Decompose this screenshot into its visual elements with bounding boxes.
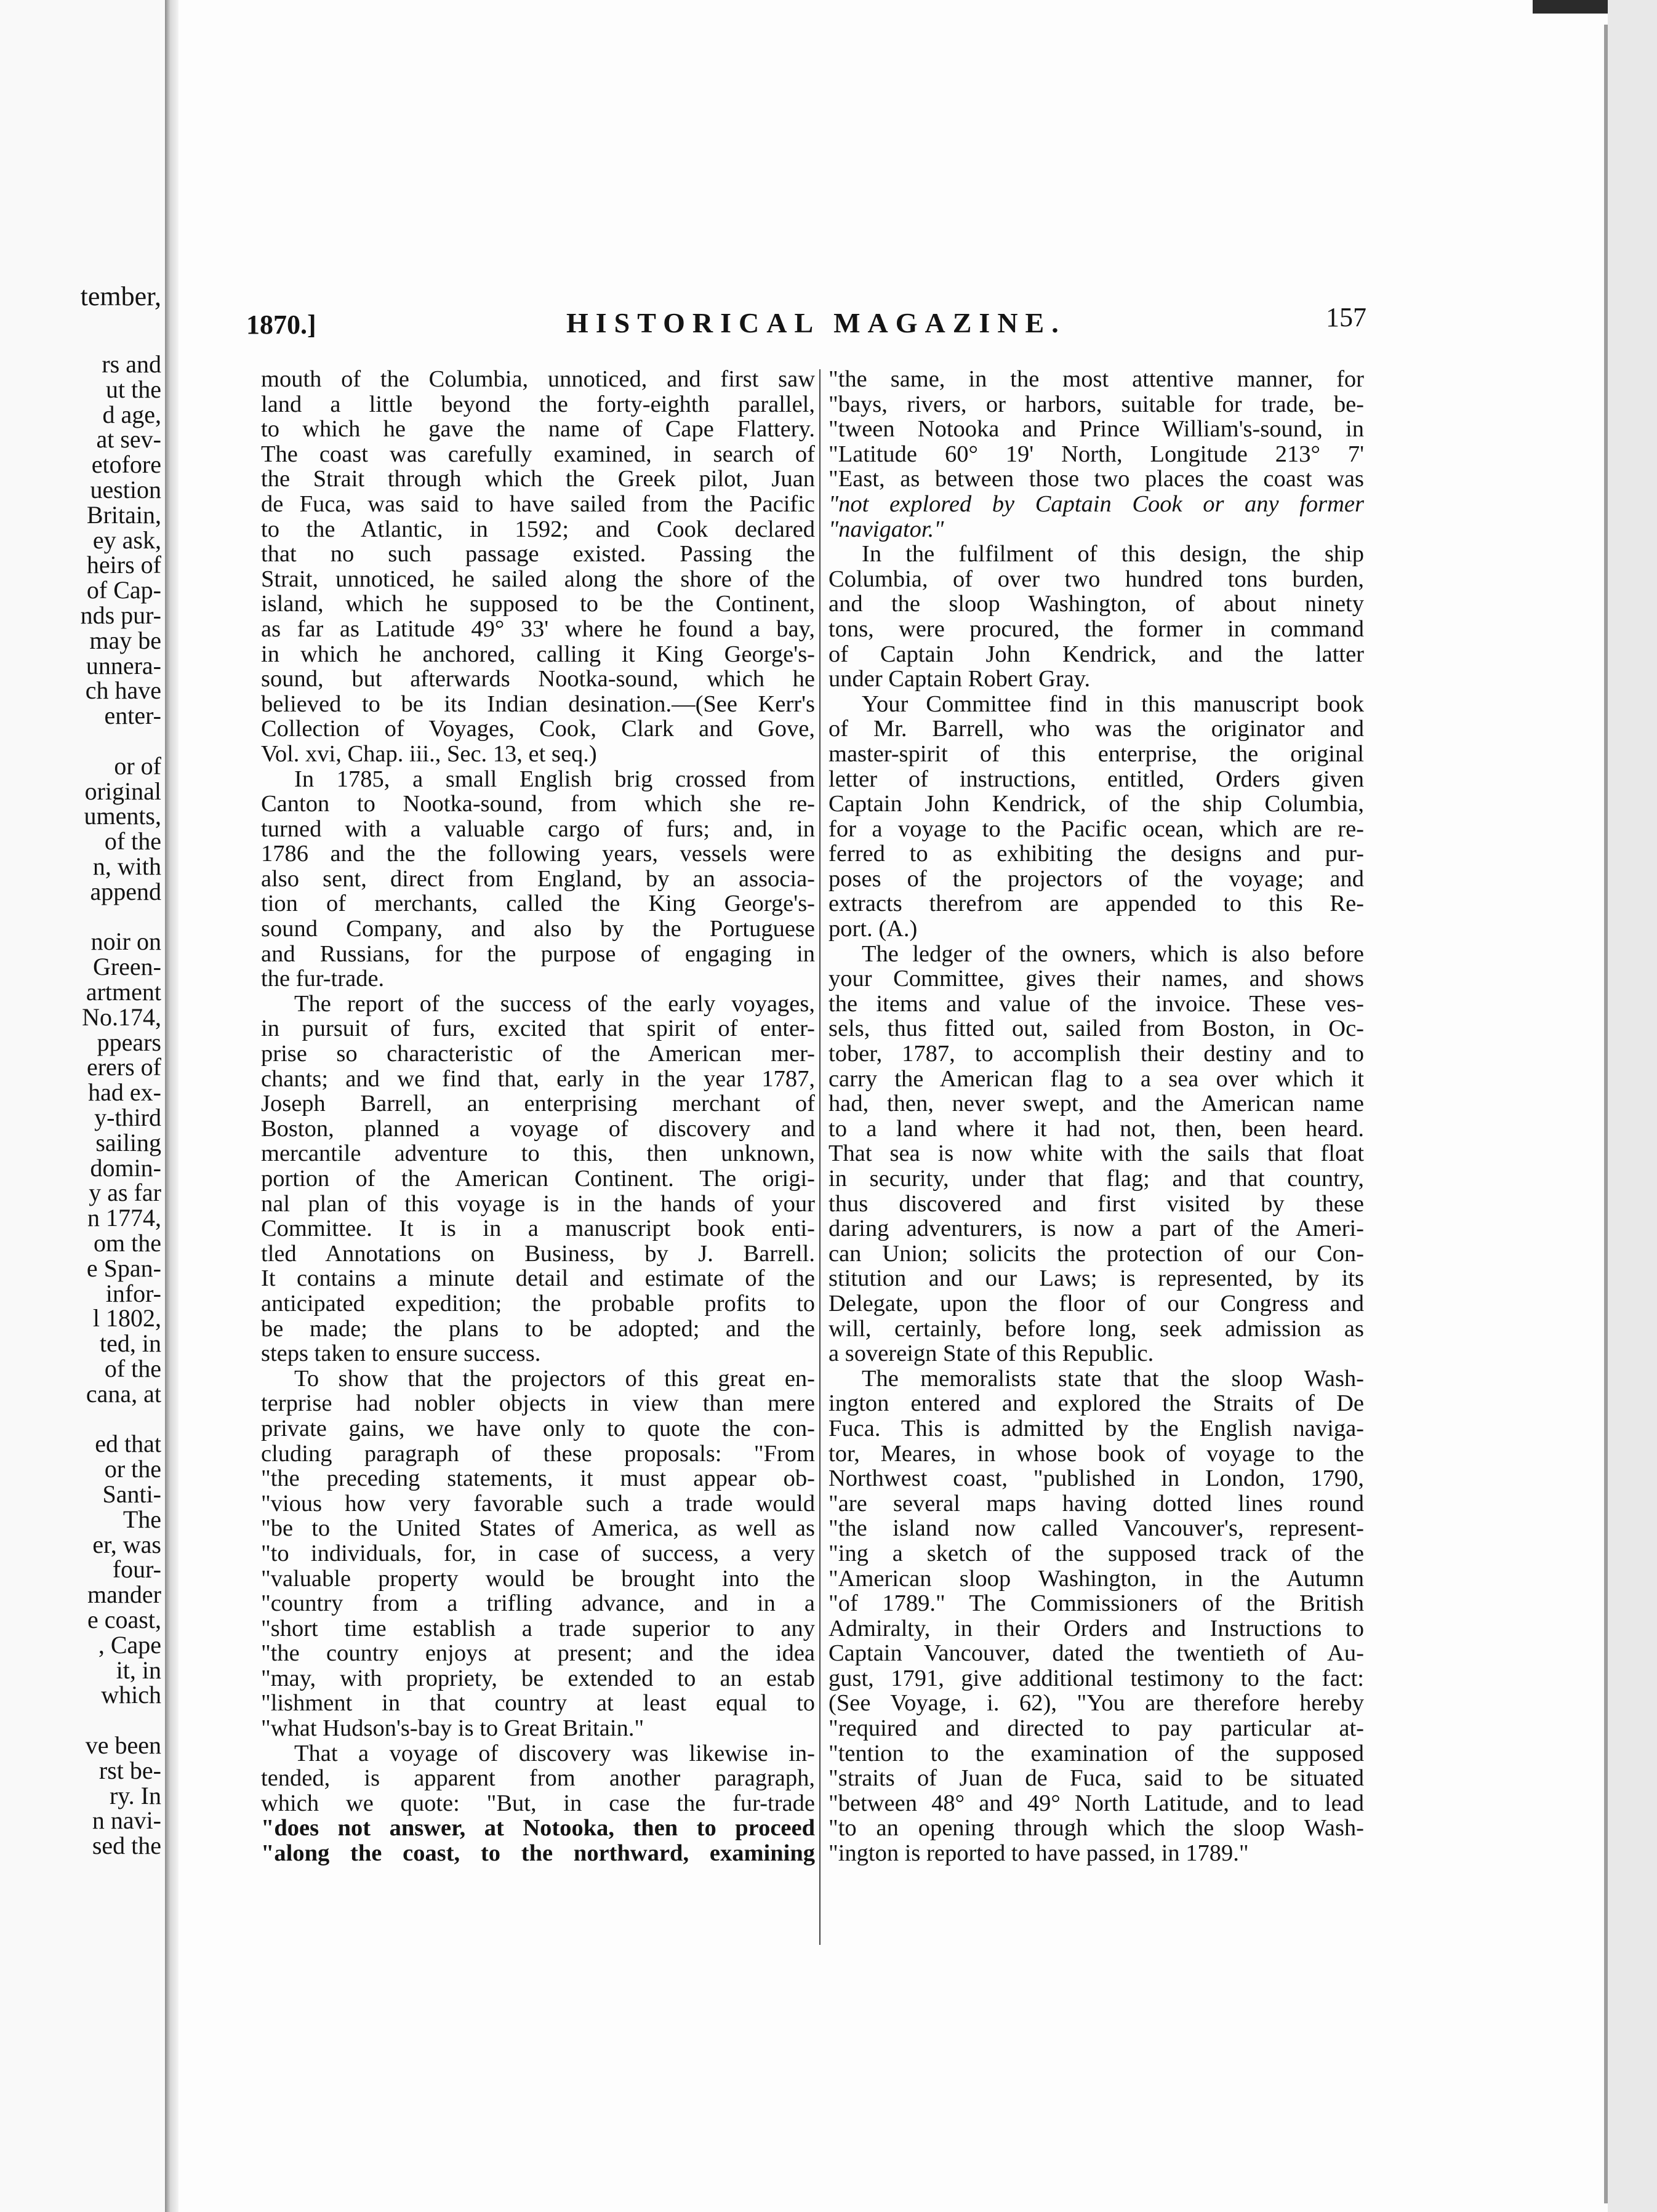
previous-page-line: n, with — [92, 852, 161, 880]
text-line: "tween Notooka and Prince William's-sound, in — [828, 417, 1364, 442]
text-line: believed to be its Indian desination.—(See Kerr's — [261, 691, 815, 717]
text-line: had, then, never swept, and the American name — [828, 1091, 1364, 1116]
left-column — [261, 367, 815, 1866]
previous-page-line: append — [90, 877, 161, 905]
text-line: tober, 1787, to accomplish their destiny and to — [828, 1041, 1364, 1067]
text-line: which we quote: "But, in case the fur-trade — [261, 1790, 815, 1816]
text-line: thus discovered and first visited by these — [828, 1191, 1364, 1217]
previous-page-line: it, in — [116, 1656, 161, 1684]
text-line: (See Voyage, i. 62), "You are therefore hereby — [828, 1691, 1364, 1717]
previous-page-line: er, was — [92, 1530, 161, 1558]
text-line: cluding paragraph of these proposals: "From — [261, 1441, 815, 1467]
previous-page-line: infor- — [105, 1279, 161, 1307]
previous-page-line: etofore — [91, 451, 161, 479]
text-line: "navigator." — [828, 516, 944, 542]
text-line: to which he gave the name of Cape Flattery. — [261, 417, 815, 442]
text-line: Admiralty, in their Orders and Instructions to — [828, 1616, 1364, 1641]
text-line: "to an opening through which the sloop Wash- — [828, 1816, 1364, 1841]
previous-page-line: may be — [89, 626, 161, 654]
text-line: also sent, direct from England, by an associa- — [261, 866, 815, 892]
text-line: port. (A.) — [828, 916, 918, 942]
previous-page-line: sed the — [92, 1832, 161, 1860]
text-line: carry the American flag to a sea over which it — [828, 1066, 1364, 1092]
text-line: "country from a trifling advance, and in a — [261, 1591, 815, 1616]
previous-page-line: artment — [86, 978, 161, 1006]
previous-page-line: d age, — [102, 400, 161, 428]
text-line: private gains, we have only to quote the con- — [261, 1416, 815, 1441]
previous-page-line: unnera- — [86, 651, 161, 679]
right-column — [828, 367, 1364, 1866]
previous-page-line: uments, — [84, 802, 161, 830]
text-line: Columbia, of over two hundred tons burden, — [828, 566, 1364, 592]
text-line: portion of the American Continent. The origi- — [261, 1166, 815, 1192]
previous-page-line: n navi- — [92, 1806, 161, 1835]
previous-page-line: erers of — [86, 1053, 161, 1081]
text-line: 1786 and the the following years, vessels were — [261, 841, 815, 867]
previous-page-line: ry. In — [109, 1781, 161, 1809]
text-line: The coast was carefully examined, in search of — [261, 441, 815, 467]
previous-page-line: Santi- — [102, 1480, 161, 1508]
text-line: In the fulfilment of this design, the ship — [862, 542, 1364, 567]
previous-page-line: or of — [114, 751, 161, 780]
text-line: Northwest coast, "published in London, 1790, — [828, 1466, 1364, 1491]
text-line: daring adventurers, is now a part of the Ameri- — [828, 1216, 1364, 1241]
text-line: for a voyage to the Pacific ocean, which are re- — [828, 816, 1364, 842]
text-line: under Captain Robert Gray. — [828, 667, 1091, 692]
previous-page-line: om the — [94, 1229, 161, 1257]
text-line: Fuca. This is admitted by the English naviga- — [828, 1416, 1364, 1441]
previous-page-line: ut the — [106, 375, 161, 403]
previous-page-line: ed that — [95, 1430, 161, 1458]
previous-page-line: Britain, — [86, 500, 161, 529]
text-line: In 1785, a small English brig crossed from — [294, 766, 815, 792]
previous-page-line: of the — [104, 1355, 161, 1382]
text-line: That sea is now white with the sails that float — [828, 1141, 1364, 1166]
text-line: Joseph Barrell, an enterprising merchant of — [261, 1091, 815, 1116]
text-line: the Strait through which the Greek pilot, Juan — [261, 467, 815, 492]
text-line: poses of the projectors of the voyage; and — [828, 866, 1364, 892]
running-head-title: HISTORICAL MAGAZINE. — [566, 307, 1066, 339]
previous-page-line: e Span- — [86, 1254, 161, 1282]
previous-page-line: Green- — [92, 953, 161, 981]
text-line: tor, Meares, in whose book of voyage to the — [828, 1441, 1364, 1467]
text-line: "are several maps having dotted lines round — [828, 1491, 1364, 1517]
text-line: "lishment in that country at least equal to — [261, 1691, 815, 1717]
text-line: "the preceding statements, it must appear ob- — [261, 1466, 815, 1491]
text-line: "short time establish a trade superior to any — [261, 1616, 815, 1641]
text-line: de Fuca, was said to have sailed from the Pacific — [261, 491, 815, 517]
text-line: master-spirit of this enterprise, the original — [828, 741, 1364, 767]
text-line: To show that the projectors of this great en- — [294, 1366, 815, 1392]
text-line: and Russians, for the purpose of engaging in — [261, 941, 815, 967]
text-line: be made; the plans to be adopted; and the — [261, 1316, 815, 1342]
text-line: "straits of Juan de Fuca, said to be situated — [828, 1766, 1364, 1791]
text-line: "East, as between those two places the coast was — [828, 467, 1364, 492]
text-line: That a voyage of discovery was likewise in- — [294, 1741, 815, 1766]
text-line: "American sloop Washington, in the Autumn — [828, 1566, 1364, 1592]
previous-page-line: The — [122, 1505, 161, 1533]
text-line: "the same, in the most attentive manner, for — [828, 367, 1364, 392]
previous-page-line: of the — [104, 827, 161, 856]
previous-page-edge — [0, 0, 165, 2212]
text-line: "valuable property would be brought into the — [261, 1566, 815, 1592]
previous-page-line: domin- — [90, 1153, 161, 1182]
text-line: "what Hudson's-bay is to Great Britain." — [261, 1716, 644, 1741]
text-line: letter of instructions, entitled, Orders given — [828, 766, 1364, 792]
text-line: stitution and our Laws; is represented, by its — [828, 1266, 1364, 1291]
previous-page-line: nds pur- — [80, 601, 161, 629]
previous-page-line: , Cape — [98, 1630, 161, 1659]
text-line: to a land where it had not, then, been heard. — [828, 1116, 1364, 1142]
text-line: "be to the United States of America, as well as — [261, 1516, 815, 1541]
previous-page-line: heirs of — [86, 551, 161, 579]
text-line: It contains a minute detail and estimate of the — [261, 1266, 815, 1291]
text-line: "the island now called Vancouver's, represent- — [828, 1516, 1364, 1541]
text-line: "to individuals, for, in case of success, a very — [261, 1541, 815, 1566]
running-head-year: 1870.] — [246, 310, 316, 340]
text-line: in which he anchored, calling it King George's- — [261, 641, 815, 667]
previous-page-line: noir on — [90, 928, 161, 956]
text-line: of Captain John Kendrick, and the latter — [828, 641, 1364, 667]
text-line: mouth of the Columbia, unnoticed, and first saw — [261, 367, 815, 392]
text-line: The report of the success of the early voyages, — [294, 991, 815, 1017]
previous-page-line: four- — [112, 1555, 161, 1584]
text-line: that no such passage existed. Passing the — [261, 542, 815, 567]
previous-page-line: at sev- — [96, 425, 161, 454]
previous-page-line: ch have — [85, 676, 161, 705]
text-line: "bays, rivers, or harbors, suitable for trade, be- — [828, 391, 1364, 417]
previous-page-line: or the — [104, 1455, 161, 1483]
text-line: "tention to the examination of the supposed — [828, 1741, 1364, 1766]
running-head — [246, 302, 1366, 339]
previous-page-line: y-third — [94, 1104, 161, 1131]
text-line: sound Company, and also by the Portuguese — [261, 916, 815, 942]
column-rule — [819, 369, 820, 1945]
page-number: 157 — [1326, 302, 1366, 332]
text-line: Committee. It is in a manuscript book enti- — [261, 1216, 815, 1241]
text-line: "Latitude 60° 19' North, Longitude 213° 7' — [828, 441, 1364, 467]
previous-page-line: uestion — [90, 476, 161, 503]
text-line: anticipated expedition; the probable profits to — [261, 1291, 815, 1316]
previous-page-line: mander — [87, 1581, 161, 1609]
previous-page-line: No.174, — [82, 1003, 161, 1031]
previous-page-line: of Cap- — [86, 576, 161, 604]
previous-page-line: rst be- — [98, 1756, 161, 1784]
previous-page-line: had ex- — [88, 1078, 161, 1107]
text-line: island, which he supposed to be the Continent, — [261, 591, 815, 617]
text-line: extracts therefrom are appended to this Re- — [828, 891, 1364, 917]
previous-page-line: y as far — [89, 1179, 161, 1207]
text-line: "does not answer, at Notooka, then to proceed — [261, 1816, 815, 1841]
text-line: a sovereign State of this Republic. — [828, 1341, 1154, 1366]
text-line: "along the coast, to the northward, examining — [261, 1841, 815, 1866]
text-line: can Union; solicits the protection of our Con- — [828, 1241, 1364, 1267]
text-line: turned with a valuable cargo of furs; and, in — [261, 816, 815, 842]
previous-page-line: which — [101, 1681, 161, 1709]
text-line: will, certainly, before long, seek admission as — [828, 1316, 1364, 1342]
text-line: of Mr. Barrell, who was the originator and — [828, 716, 1364, 742]
text-line: gust, 1791, give additional testimony to the fact: — [828, 1665, 1364, 1691]
text-line: "between 48° and 49° North Latitude, and to lead — [828, 1790, 1364, 1816]
text-line: terprise had nobler objects in view than mere — [261, 1391, 815, 1416]
text-line: Collection of Voyages, Cook, Clark and Gove, — [261, 716, 815, 742]
text-line: the items and value of the invoice. These ves- — [828, 991, 1364, 1017]
text-line: "ington is reported to have passed, in 1789." — [828, 1841, 1249, 1866]
text-line: Boston, planned a voyage of discovery and — [261, 1116, 815, 1142]
previous-page-line: cana, at — [86, 1379, 161, 1408]
scan-margin-strip — [1608, 0, 1657, 2212]
text-line: land a little beyond the forty-eighth parallel, — [261, 391, 815, 417]
text-line: "not explored by Captain Cook or any former — [828, 491, 1364, 517]
previous-page-line: ve been — [85, 1731, 161, 1759]
text-line: and the sloop Washington, of about ninety — [828, 591, 1364, 617]
text-line: The memoralists state that the sloop Wash- — [862, 1366, 1364, 1392]
previous-page-line: rs and — [102, 350, 161, 378]
previous-page-line: ppears — [97, 1028, 161, 1056]
previous-page-line: l 1802, — [92, 1304, 161, 1332]
previous-page-line: sailing — [95, 1128, 161, 1156]
text-line: Your Committee find in this manuscript book — [862, 691, 1364, 717]
binding-gutter — [165, 0, 179, 2212]
text-line: Captain Vancouver, dated the twentieth of Au- — [828, 1641, 1364, 1666]
previous-page-line: original — [84, 777, 161, 805]
text-line: tled Annotations on Business, by J. Barrell. — [261, 1241, 815, 1267]
text-line: "of 1789." The Commissioners of the British — [828, 1591, 1364, 1616]
text-line: chants; and we find that, early in the year 1787, — [261, 1066, 815, 1092]
text-line: ferred to as exhibiting the designs and pur- — [828, 841, 1364, 867]
text-line: to the Atlantic, in 1592; and Cook declared — [261, 516, 815, 542]
text-line: nal plan of this voyage is in the hands of your — [261, 1191, 815, 1217]
text-line: "required and directed to pay particular at- — [828, 1716, 1364, 1741]
text-line: prise so characteristic of the American mer- — [261, 1041, 815, 1067]
text-line: as far as Latitude 49° 33' where he found a bay, — [261, 616, 815, 642]
text-line: Captain John Kendrick, of the ship Columbia, — [828, 791, 1364, 817]
text-line: "may, with propriety, be extended to an estab — [261, 1665, 815, 1691]
previous-page-line: tember, — [80, 281, 161, 311]
text-line: steps taken to ensure success. — [261, 1341, 541, 1366]
text-line: The ledger of the owners, which is also before — [862, 941, 1364, 967]
text-line: tons, were procured, the former in command — [828, 616, 1364, 642]
text-line: sels, thus fitted out, sailed from Boston, in Oc- — [828, 1016, 1364, 1042]
text-line: Delegate, upon the floor of our Congress and — [828, 1291, 1364, 1316]
text-line: in security, under that flag; and that country, — [828, 1166, 1364, 1192]
text-line: Strait, unnoticed, he sailed along the shore of the — [261, 566, 815, 592]
text-line: tended, is apparent from another paragraph, — [261, 1766, 815, 1791]
previous-page-line: enter- — [104, 702, 161, 730]
text-line: sound, but afterwards Nootka-sound, which he — [261, 667, 815, 692]
text-line: "vious how very favorable such a trade would — [261, 1491, 815, 1517]
text-line: "the country enjoys at present; and the idea — [261, 1641, 815, 1666]
previous-page-line: ey ask, — [92, 526, 161, 554]
text-line: tion of merchants, called the King George's- — [261, 891, 815, 917]
text-line: ington entered and explored the Straits of De — [828, 1391, 1364, 1416]
previous-page-line: e coast, — [87, 1606, 161, 1633]
text-line: mercantile adventure to this, then unknown, — [261, 1141, 815, 1166]
text-line: your Committee, gives their names, and shows — [828, 966, 1364, 992]
text-line: Canton to Nootka-sound, from which she re- — [261, 791, 815, 817]
text-line: "ing a sketch of the supposed track of the — [828, 1541, 1364, 1566]
text-line: the fur-trade. — [261, 966, 385, 992]
previous-page-line: ted, in — [100, 1329, 161, 1358]
text-line: Vol. xvi, Chap. iii., Sec. 13, et seq.) — [261, 741, 597, 767]
previous-page-line: n 1774, — [87, 1204, 161, 1232]
text-line: in pursuit of furs, excited that spirit of enter- — [261, 1016, 815, 1042]
